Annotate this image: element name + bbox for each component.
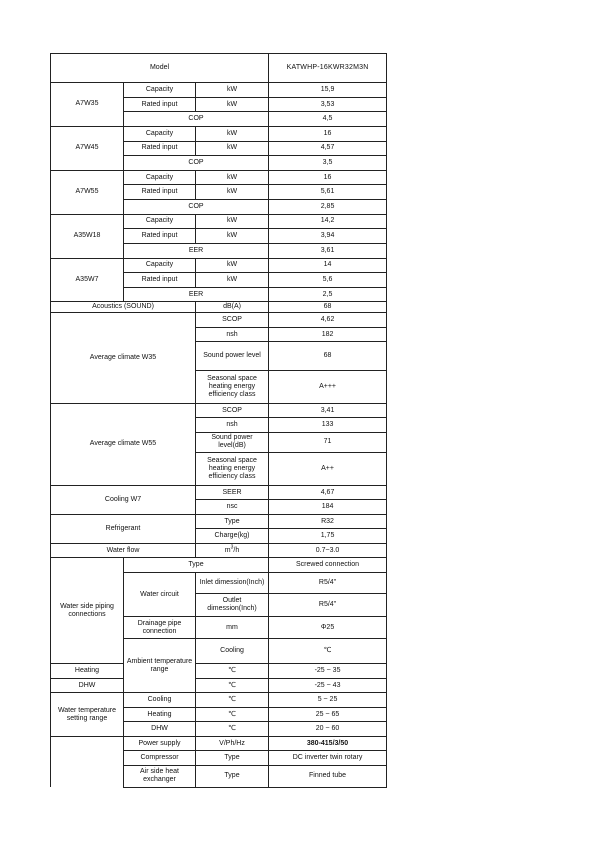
param-label: SEER xyxy=(196,485,269,500)
param-label: Capacity xyxy=(124,214,196,229)
model-value: KATWHP-16KWR32M3N xyxy=(269,54,387,83)
value-cell: 184 xyxy=(269,500,387,515)
climate-w35-label: Average climate W35 xyxy=(51,313,196,404)
param-label: Sound power level(dB) xyxy=(196,432,269,452)
unit-label: dB(A) xyxy=(196,302,269,313)
value-cell: A+++ xyxy=(269,370,387,403)
param-label: Seasonal space heating energy efficiency class xyxy=(196,370,269,403)
table-row xyxy=(51,126,387,141)
param-label: Compressor xyxy=(124,751,196,766)
unit-label: kW xyxy=(196,185,269,200)
param-label: SCOP xyxy=(196,403,269,418)
value-cell: 182 xyxy=(269,327,387,342)
value-cell: 133 xyxy=(269,418,387,433)
unit-label: kW xyxy=(196,214,269,229)
table-row xyxy=(51,736,387,751)
table-row xyxy=(51,664,387,679)
value-cell: Φ25 xyxy=(269,617,387,639)
table-row xyxy=(51,485,387,500)
value-cell: 4,57 xyxy=(269,141,387,156)
condition-label: A7W45 xyxy=(51,126,124,170)
unit-label: ℃ xyxy=(269,639,387,664)
value-cell: 3,94 xyxy=(269,229,387,244)
value-cell: R32 xyxy=(269,514,387,529)
param-label: Capacity xyxy=(124,83,196,98)
water-temp-range-label: Water temperature setting range xyxy=(51,693,124,737)
unit-rest: /h xyxy=(233,546,240,554)
unit-label: Type xyxy=(196,765,269,787)
param-label: DHW xyxy=(124,722,196,737)
value-cell: 0.7~3.0 xyxy=(269,543,387,558)
table-row xyxy=(51,558,387,573)
value-cell: 20 ~ 60 xyxy=(269,722,387,737)
unit-label: kW xyxy=(196,170,269,185)
value-cell: 16 xyxy=(269,126,387,141)
value-cell: 68 xyxy=(269,302,387,313)
param-label: Type xyxy=(196,514,269,529)
param-label: Capacity xyxy=(124,170,196,185)
table-row xyxy=(51,83,387,98)
param-label: Sound power level xyxy=(196,342,269,371)
value-cell: 4,67 xyxy=(269,485,387,500)
value-cell: 16 xyxy=(269,170,387,185)
table-row xyxy=(51,54,387,83)
unit-label: kW xyxy=(196,126,269,141)
ambient-range-label: Ambient temperature range xyxy=(124,639,196,693)
unit-label: kW xyxy=(196,273,269,288)
param-label: Heating xyxy=(51,664,124,679)
value-cell: 4,5 xyxy=(269,112,387,127)
param-label: Capacity xyxy=(124,258,196,273)
param-label: Air side heat exchanger xyxy=(124,765,196,787)
condition-label: A35W7 xyxy=(51,258,124,302)
refrigerant-label: Refrigerant xyxy=(51,514,196,543)
param-label: Seasonal space heating energy efficiency class xyxy=(196,452,269,485)
value-cell: 2,85 xyxy=(269,199,387,214)
unit-label: Type xyxy=(196,751,269,766)
table-row xyxy=(51,403,387,418)
component-group-label xyxy=(51,736,124,787)
value-cell: A++ xyxy=(269,452,387,485)
water-circuit-label: Water circuit xyxy=(124,572,196,617)
value-cell: 4,62 xyxy=(269,313,387,328)
value-cell: DC inverter twin rotary xyxy=(269,751,387,766)
condition-label: A7W35 xyxy=(51,83,124,127)
ratio-label: COP xyxy=(124,112,269,127)
condition-label: A7W55 xyxy=(51,170,124,214)
param-label: Cooling xyxy=(196,639,269,664)
param-label: Cooling xyxy=(124,693,196,708)
unit-base: m xyxy=(224,546,231,554)
value-cell: 68 xyxy=(269,342,387,371)
param-label: Capacity xyxy=(124,126,196,141)
unit-label: V/Ph/Hz xyxy=(196,736,269,751)
unit-label: kW xyxy=(196,141,269,156)
value-cell: 5 ~ 25 xyxy=(269,693,387,708)
param-label: Rated input xyxy=(124,141,196,156)
param-label: nsh xyxy=(196,327,269,342)
table-row xyxy=(51,214,387,229)
unit-label: kW xyxy=(196,258,269,273)
param-label: Rated input xyxy=(124,97,196,112)
param-label: Charge(kg) xyxy=(196,529,269,544)
unit-label: kW xyxy=(196,97,269,112)
value-cell: 25 ~ 65 xyxy=(269,707,387,722)
value-cell: -25 ~ 43 xyxy=(269,678,387,693)
value-cell: R5/4" xyxy=(269,593,387,617)
param-label: Rated input xyxy=(124,273,196,288)
unit-label: kW xyxy=(196,83,269,98)
param-label: nsh xyxy=(196,418,269,433)
ratio-label: EER xyxy=(124,243,269,258)
ratio-label: COP xyxy=(124,156,269,171)
value-cell: 380-415/3/50 xyxy=(269,736,387,751)
table-row xyxy=(51,258,387,273)
value-cell: Finned tube xyxy=(269,765,387,787)
water-flow-label: Water flow xyxy=(51,543,196,558)
table-row xyxy=(51,170,387,185)
value-cell: 3,41 xyxy=(269,403,387,418)
param-label: DHW xyxy=(51,678,124,693)
table-row xyxy=(51,313,387,328)
value-cell: 71 xyxy=(269,432,387,452)
table-row xyxy=(51,302,387,313)
unit-label: ℃ xyxy=(196,664,269,679)
outlet-label: Outlet dimession(Inch) xyxy=(196,593,269,617)
table-row xyxy=(51,693,387,708)
unit-label: mm xyxy=(196,617,269,639)
param-label: Heating xyxy=(124,707,196,722)
value-cell: 2,5 xyxy=(269,287,387,302)
inlet-label: Inlet dimession(Inch) xyxy=(196,572,269,593)
spec-table xyxy=(50,53,387,788)
unit-label: ℃ xyxy=(196,693,269,708)
condition-label: A35W18 xyxy=(51,214,124,258)
model-label: Model xyxy=(51,54,269,83)
table-row xyxy=(51,543,387,558)
value-cell: 3,61 xyxy=(269,243,387,258)
value-cell: 15,9 xyxy=(269,83,387,98)
ratio-label: EER xyxy=(124,287,269,302)
value-cell: -25 ~ 35 xyxy=(269,664,387,679)
climate-w55-label: Average climate W55 xyxy=(51,403,196,485)
param-label: Rated input xyxy=(124,185,196,200)
unit-label: ℃ xyxy=(196,722,269,737)
value-cell: 5,6 xyxy=(269,273,387,288)
param-label: nsc xyxy=(196,500,269,515)
param-label: Rated input xyxy=(124,229,196,244)
table-row xyxy=(51,678,387,693)
unit-label: ℃ xyxy=(196,707,269,722)
value-cell: 14 xyxy=(269,258,387,273)
piping-type-label: Type xyxy=(124,558,269,573)
unit-label: kW xyxy=(196,229,269,244)
value-cell: 5,61 xyxy=(269,185,387,200)
acoustics-label: Acoustics (SOUND) xyxy=(51,302,196,313)
unit-label xyxy=(196,543,269,558)
table-row xyxy=(51,514,387,529)
value-cell: 14,2 xyxy=(269,214,387,229)
unit-label: ℃ xyxy=(196,678,269,693)
param-label: Power supply xyxy=(124,736,196,751)
piping-label: Water side piping connections xyxy=(51,558,124,664)
value-cell: 1,75 xyxy=(269,529,387,544)
cooling-w7-label: Cooling W7 xyxy=(51,485,196,514)
value-cell: 3,53 xyxy=(269,97,387,112)
value-cell: Screwed connection xyxy=(269,558,387,573)
value-cell: R5/4" xyxy=(269,572,387,593)
param-label: SCOP xyxy=(196,313,269,328)
ratio-label: COP xyxy=(124,199,269,214)
drain-label: Drainage pipe connection xyxy=(124,617,196,639)
unit-superscript: 3 xyxy=(230,544,234,551)
value-cell: 3,5 xyxy=(269,156,387,171)
